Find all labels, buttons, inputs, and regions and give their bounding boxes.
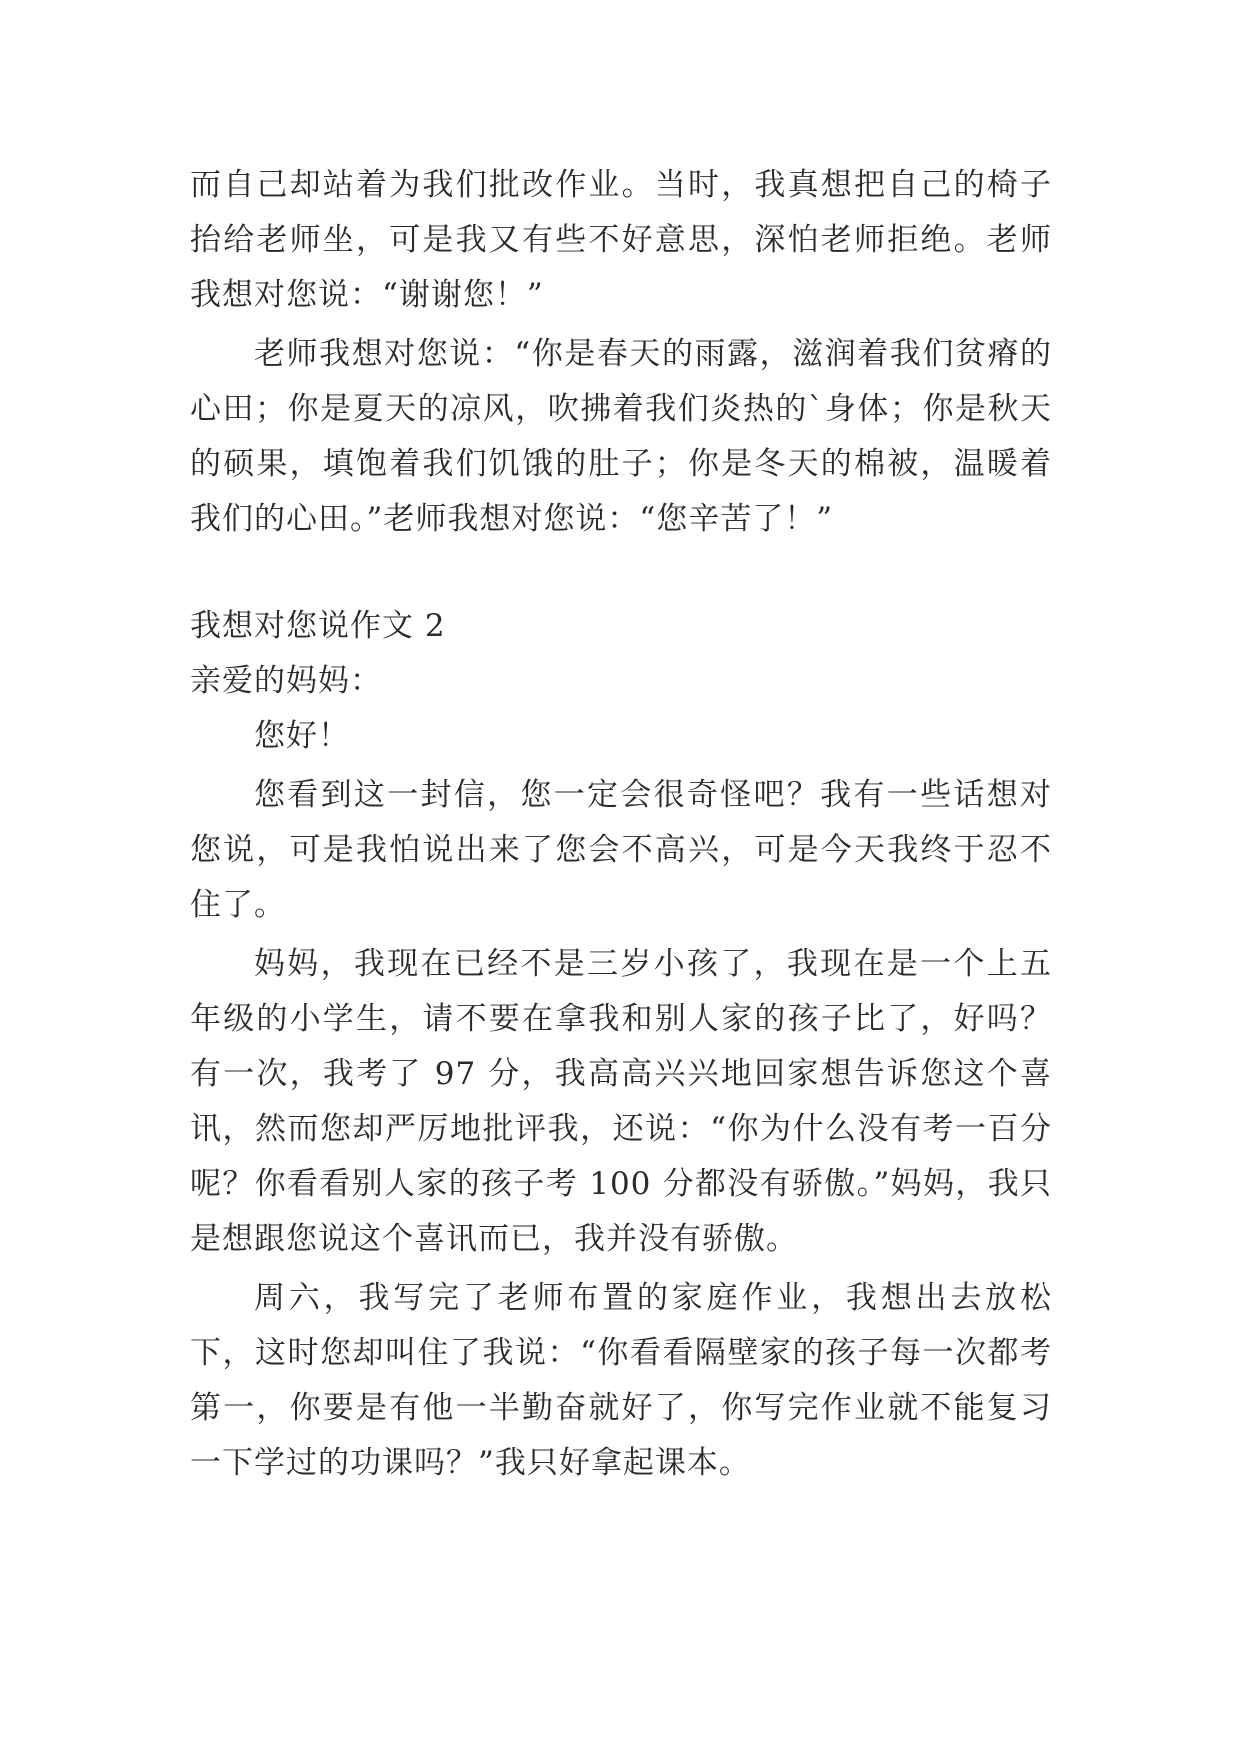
letter-salutation: 亲爱的妈妈： xyxy=(190,663,382,699)
section-gap xyxy=(190,551,1052,599)
section-title: 我想对您说作文 2 xyxy=(190,608,446,644)
document-body xyxy=(190,158,1052,1495)
letter-greeting: 您好！ xyxy=(254,718,350,754)
paragraph: 老师我想对您说：“你是春天的雨露，滋润着我们贫瘠的心田；你是夏天的凉风，吹拂着我们炎热的`身体；你是秋天的硕果，填饱着我们饥饿的肚子；你是冬天的棉被，温暖着我们的心田。”老师我想对您说：“您辛苦了！” xyxy=(190,336,1052,537)
paragraph: 周六，我写完了老师布置的家庭作业，我想出去放松下，这时您却叫住了我说：“你看看隔壁家的孩子每一次都考第一，你要是有他一半勤奋就好了，你写完作业就不能复习一下学过的功课吗？”我只好拿起课本。 xyxy=(190,1280,1052,1481)
paragraph: 妈妈，我现在已经不是三岁小孩了，我现在是一个上五年级的小学生，请不要在拿我和别人家的孩子比了，好吗？有一次，我考了 97 分，我高高兴兴地回家想告诉您这个喜讯，然而您却严厉地批评我，还说：“你为什么没有考一百分呢？你看看别人家的孩子考 100 分都没有骄傲。”妈妈，我只是想跟您说这个喜讯而已，我并没有骄傲。 xyxy=(190,946,1052,1257)
paragraph: 而自己却站着为我们批改作业。当时，我真想把自己的椅子抬给老师坐，可是我又有些不好意思，深怕老师拒绝。老师我想对您说：“谢谢您！” xyxy=(190,167,1052,313)
paragraph: 您看到这一封信，您一定会很奇怪吧？我有一些话想对您说，可是我怕说出来了您会不高兴，可是今天我终于忍不住了。 xyxy=(190,777,1052,923)
